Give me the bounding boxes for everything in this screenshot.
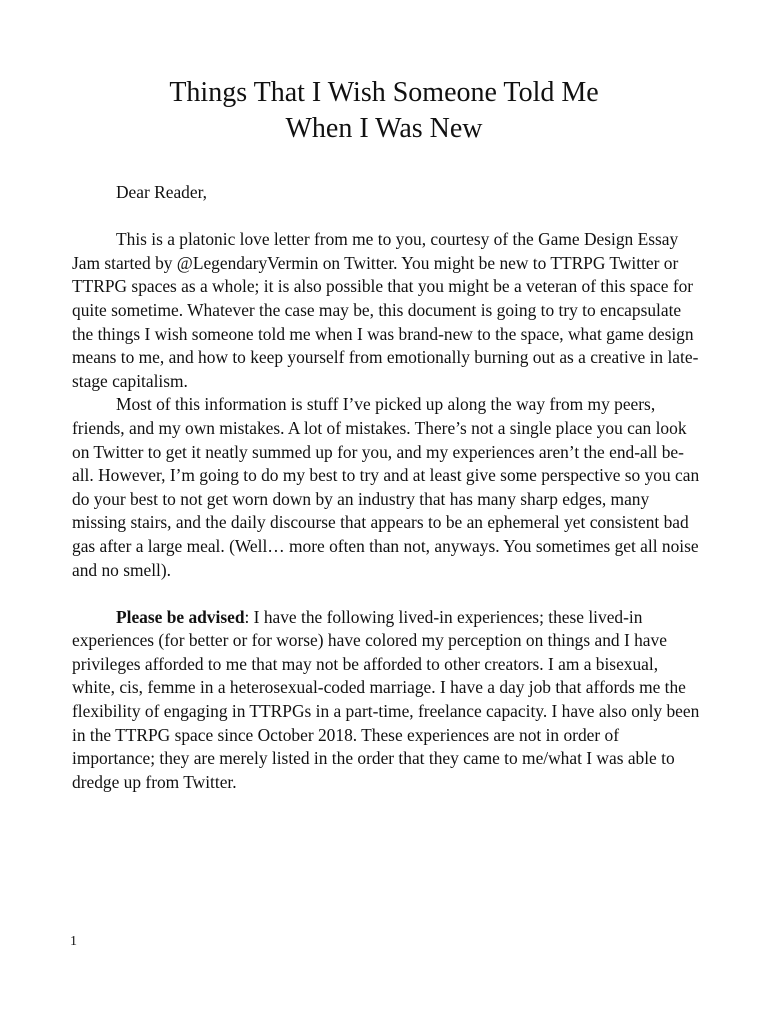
advisory-label: Please be advised [116,606,245,627]
paragraph-gap [72,582,700,606]
paragraph-mistakes: Most of this information is stuff I’ve picked up along the way from my peers, friends, and my own mistakes. A lot of mistakes. There’s not a single place you can look on Twitter to get it neatly summed up for you, and my experiences aren’t the end-all be-all. However, I’m going to do my best to try and at least give some perspective so you can do your best to not get worn down by an industry that has many sharp edges, many missing stairs, and the daily discourse that appears to be an ephemeral yet consistent bad gas after a large meal. (Well… more often than not, anyways. You sometimes get all noise and no smell). [72,394,700,580]
paragraph-gap [72,205,700,229]
salutation: Dear Reader, [116,182,208,202]
document-body [72,181,700,794]
title-line-1: Things That I Wish Someone Told Me [169,77,599,108]
page-number: 1 [70,934,77,949]
advisory-text: : I have the following lived-in experiences; these lived-in experiences (for better or for worse) have colored my perception on things and I have privileges afforded to me that may not be afforded to other creators. I am a bisexual, white, cis, femme in a heterosexual-coded marriage. I have a day job that affords me the flexibility of engaging in TTRPGs in a part-time, freelance capacity. I have also only been in the TTRPG space since October 2018. These experiences are not in order of importance; they are merely listed in the order that they came to me/what I was able to dredge up from Twitter. [72,606,700,792]
paragraph-intro: This is a platonic love letter from me to you, courtesy of the Game Design Essay Jam started by @LegendaryVermin on Twitter. You might be new to TTRPG Twitter or TTRPG spaces as a whole; it is also possible that you might be a veteran of this space for quite sometime. Whatever the case may be, this document is going to try to encapsulate the things I wish someone told me when I was brand-new to the space, what game design means to me, and how to keep yourself from emotionally burning out as a creative in late-stage capitalism. [72,229,699,391]
paragraph-advisory [72,606,700,795]
title-line-2: When I Was New [285,113,483,144]
document-title [0,75,768,147]
